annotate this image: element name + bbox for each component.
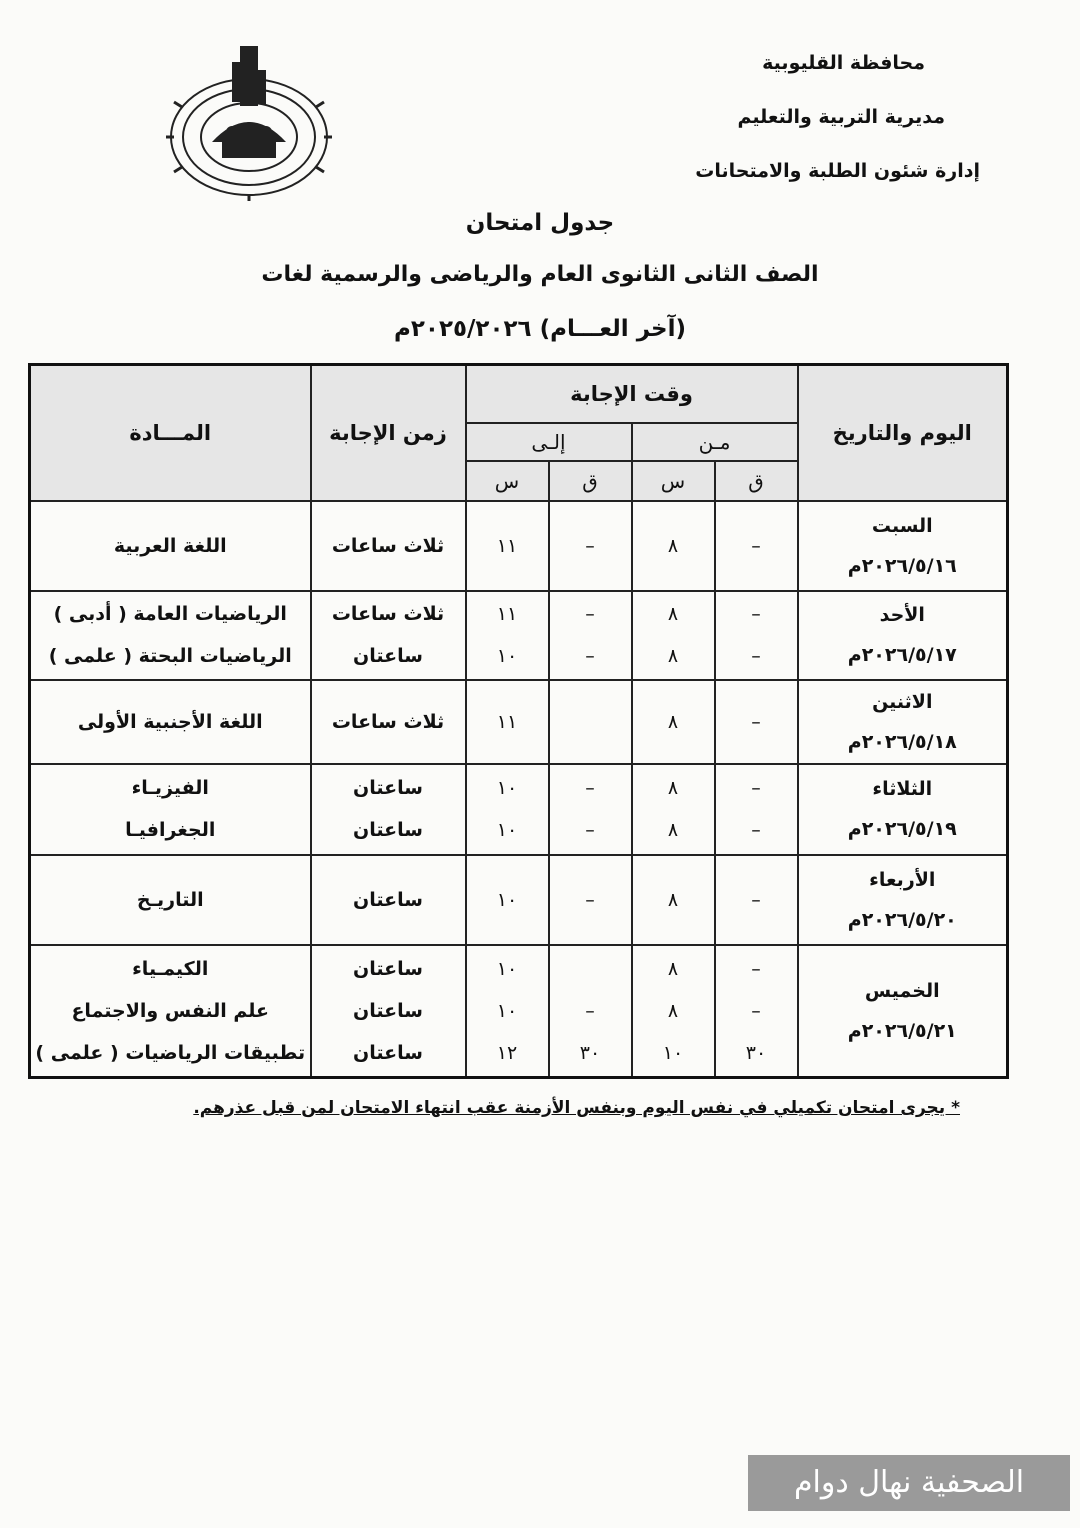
to-minute-value: – <box>585 888 595 911</box>
duration-value: ساعتان <box>353 958 423 981</box>
subject-cell <box>30 945 311 1077</box>
subject-cell <box>30 855 311 946</box>
subject-value: علم النفس والاجتماع <box>71 1000 270 1023</box>
from-minute-cell <box>715 855 798 946</box>
to-hour-value: ١١ <box>496 534 518 557</box>
to-minute-cell <box>549 501 632 592</box>
from-minute-value: – <box>751 603 761 626</box>
duration-cell <box>311 764 466 855</box>
governorate-label: محافظة القليوبية <box>762 52 925 74</box>
duration-value: ساعتان <box>353 1042 423 1065</box>
to-minute-value: – <box>585 645 595 668</box>
journalist-watermark: الصحفية نهال دوام <box>748 1455 1070 1511</box>
from-hour-value: ٨ <box>667 710 679 733</box>
day-name: الخميس <box>864 980 940 1003</box>
from-minute-cell <box>715 501 798 592</box>
to-minute-value: – <box>585 1000 595 1023</box>
subject-cell <box>30 680 311 764</box>
from-minute-value: – <box>751 819 761 842</box>
to-minute-cell <box>549 945 632 1077</box>
to-minute-cell <box>549 591 632 680</box>
to-hour-value: ١٠ <box>496 645 518 668</box>
exam-schedule-table <box>28 363 1009 1079</box>
day-date-cell <box>798 591 1008 680</box>
duration-value: ثلاث ساعات <box>331 603 445 626</box>
from-minute-value: – <box>751 645 761 668</box>
from-hour-value: ٨ <box>667 958 679 981</box>
to-minute-cell <box>549 764 632 855</box>
table-row <box>30 501 1008 592</box>
subject-value: تطبيقات الرياضيات ( علمى ) <box>35 1042 306 1065</box>
header-from: مـن <box>632 423 798 461</box>
header-to-minute: ق <box>549 461 632 501</box>
day-date-cell <box>798 764 1008 855</box>
from-hour-cell <box>632 680 715 764</box>
from-hour-value: ٨ <box>667 888 679 911</box>
header-to: إلـى <box>466 423 632 461</box>
subject-value: اللغة الأجنبية الأولى <box>77 710 263 733</box>
subject-cell <box>30 591 311 680</box>
to-hour-value: ١١ <box>496 603 518 626</box>
to-minute-value: – <box>585 819 595 842</box>
duration-cell <box>311 501 466 592</box>
table-row <box>30 591 1008 680</box>
duration-value: ساعتان <box>353 645 423 668</box>
subject-value: الرياضيات العامة ( أدبى ) <box>53 603 287 626</box>
table-row <box>30 855 1008 946</box>
subject-value: الكيمـياء <box>132 958 209 981</box>
from-hour-cell <box>632 501 715 592</box>
subject-cell <box>30 764 311 855</box>
header-to-hour: س <box>466 461 549 501</box>
subject-value: الفيزيـاء <box>131 777 209 800</box>
exam-date: ٢٠٢٦/٥/١٩م <box>847 818 957 841</box>
ministry-seal-logo <box>162 42 337 202</box>
directorate-label: مديرية التربية والتعليم <box>737 106 945 128</box>
from-minute-value: ٣٠ <box>745 1042 767 1065</box>
duration-value: ساعتان <box>353 888 423 911</box>
to-minute-value: – <box>585 534 595 557</box>
from-minute-cell <box>715 680 798 764</box>
from-minute-cell <box>715 764 798 855</box>
subject-value: الرياضيات البحتة ( علمى ) <box>48 645 292 668</box>
exam-date: ٢٠٢٦/٥/١٧م <box>847 644 957 667</box>
from-hour-value: ١٠ <box>662 1042 684 1065</box>
subject-value: الجغرافيـا <box>125 819 216 842</box>
duration-value: ثلاث ساعات <box>331 710 445 733</box>
to-minute-value <box>550 701 631 743</box>
to-hour-value: ١٠ <box>496 958 518 981</box>
from-minute-value: – <box>751 888 761 911</box>
department-label: إدارة شئون الطلبة والامتحانات <box>695 160 980 182</box>
schedule-rows <box>30 501 1008 1078</box>
from-hour-cell <box>632 855 715 946</box>
to-hour-value: ١٠ <box>496 819 518 842</box>
day-name: الثلاثاء <box>872 778 933 801</box>
to-minute-cell <box>549 680 632 764</box>
from-hour-value: ٨ <box>667 1000 679 1023</box>
table-row <box>30 680 1008 764</box>
to-minute-cell <box>549 855 632 946</box>
duration-cell <box>311 855 466 946</box>
table-row <box>30 764 1008 855</box>
from-hour-value: ٨ <box>667 645 679 668</box>
schedule-title: جدول امتحان <box>465 210 615 236</box>
from-hour-value: ٨ <box>667 534 679 557</box>
duration-cell <box>311 680 466 764</box>
header-from-hour: س <box>632 461 715 501</box>
from-minute-cell <box>715 945 798 1077</box>
exam-date: ٢٠٢٦/٥/٢١م <box>847 1020 957 1043</box>
subject-value: اللغة العربية <box>113 534 227 557</box>
exam-date: ٢٠٢٦/٥/٢٠م <box>847 908 957 931</box>
header-subject: المـــادة <box>30 365 311 501</box>
from-hour-value: ٨ <box>667 819 679 842</box>
duration-value: ثلاث ساعات <box>331 534 445 557</box>
header-from-minute: ق <box>715 461 798 501</box>
term-title: (آخر العـــام) ٢٠٢٥/٢٠٢٦م <box>394 316 686 342</box>
to-minute-value: ٣٠ <box>579 1042 601 1065</box>
to-hour-cell <box>466 764 549 855</box>
from-hour-cell <box>632 591 715 680</box>
from-hour-value: ٨ <box>667 777 679 800</box>
day-date-cell <box>798 501 1008 592</box>
to-minute-value <box>550 948 631 990</box>
from-minute-value: – <box>751 534 761 557</box>
duration-value: ساعتان <box>353 819 423 842</box>
to-hour-value: ١٠ <box>496 888 518 911</box>
header-block <box>620 52 980 214</box>
from-minute-value: – <box>751 958 761 981</box>
day-name: الاثنين <box>872 690 933 713</box>
from-minute-value: – <box>751 1000 761 1023</box>
header-day-date: اليوم والتاريخ <box>798 365 1008 501</box>
day-date-cell <box>798 855 1008 946</box>
subject-value: التاريـخ <box>136 888 204 911</box>
to-minute-value: – <box>585 777 595 800</box>
day-name: السبت <box>871 514 933 537</box>
from-minute-value: – <box>751 710 761 733</box>
header-duration: زمن الإجابة <box>311 365 466 501</box>
footnote: * يجرى امتحان تكميلي في نفس اليوم وبنفس الأزمنة عقب انتهاء الامتحان لمن قبل عذرهم. <box>193 1098 960 1118</box>
grade-title: الصف الثانى الثانوى العام والرياضى والرسمية لغات <box>261 262 819 287</box>
exam-date: ٢٠٢٦/٥/١٦م <box>847 554 957 577</box>
to-hour-cell <box>466 945 549 1077</box>
to-hour-cell <box>466 501 549 592</box>
to-minute-value: – <box>585 603 595 626</box>
table-row <box>30 945 1008 1077</box>
subject-cell <box>30 501 311 592</box>
exam-date: ٢٠٢٦/٥/١٨م <box>847 730 957 753</box>
to-hour-cell <box>466 680 549 764</box>
day-name: الأحد <box>879 604 925 627</box>
to-hour-cell <box>466 591 549 680</box>
day-date-cell <box>798 945 1008 1077</box>
duration-cell <box>311 945 466 1077</box>
day-date-cell <box>798 680 1008 764</box>
header-answer-time: وقت الإجابة <box>466 365 798 423</box>
from-hour-cell <box>632 764 715 855</box>
duration-cell <box>311 591 466 680</box>
to-hour-value: ١٠ <box>496 1000 518 1023</box>
to-hour-value: ١٠ <box>496 777 518 800</box>
from-minute-cell <box>715 591 798 680</box>
duration-value: ساعتان <box>353 777 423 800</box>
from-hour-value: ٨ <box>667 603 679 626</box>
to-hour-value: ١٢ <box>496 1042 518 1065</box>
to-hour-value: ١١ <box>496 710 518 733</box>
day-name: الأربعاء <box>869 868 936 891</box>
from-minute-value: – <box>751 777 761 800</box>
to-hour-cell <box>466 855 549 946</box>
from-hour-cell <box>632 945 715 1077</box>
duration-value: ساعتان <box>353 1000 423 1023</box>
